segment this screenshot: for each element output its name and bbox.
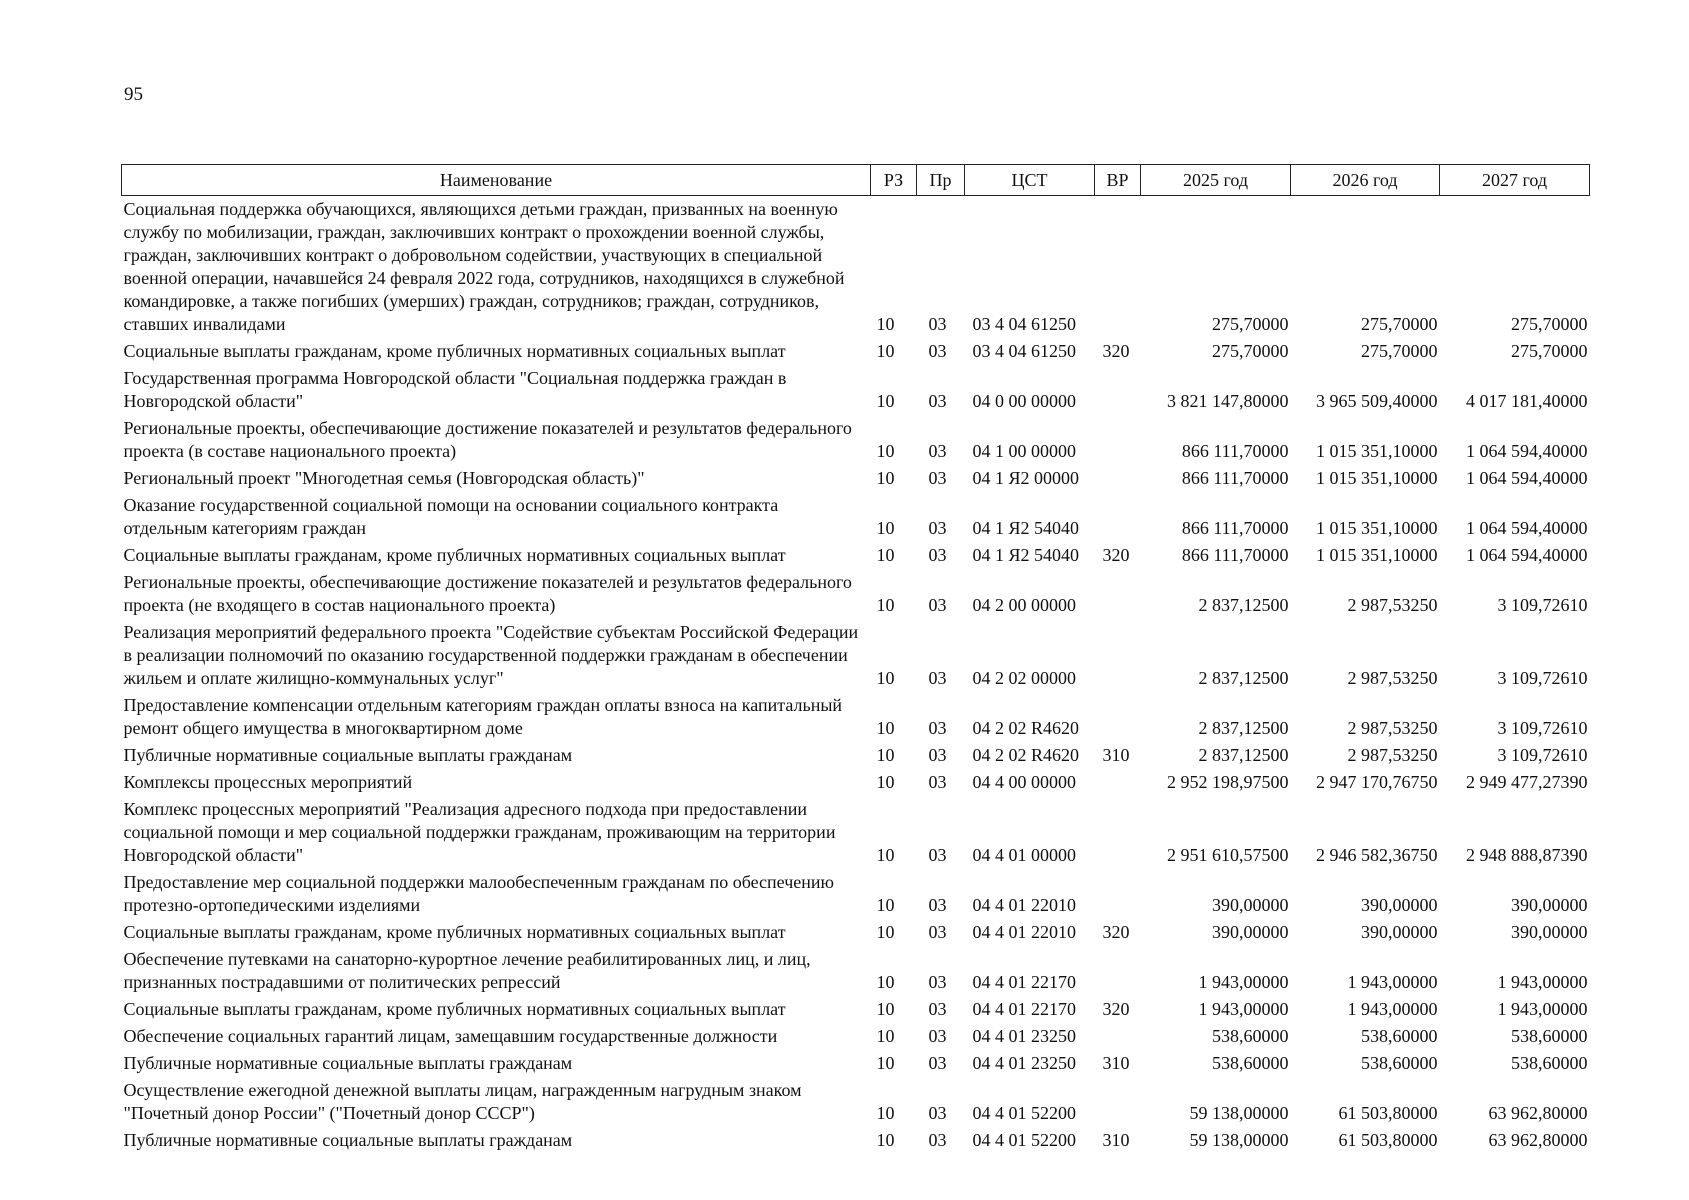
row-2026-value: 1 015 351,10000 bbox=[1316, 518, 1438, 538]
row-pr: 03 bbox=[928, 391, 947, 411]
row-cst: 04 1 00 00000 bbox=[972, 441, 1076, 461]
table-row bbox=[122, 946, 1590, 996]
row-pr: 03 bbox=[928, 1053, 947, 1073]
row-rz: 10 bbox=[876, 972, 895, 992]
row-2026-value: 275,70000 bbox=[1361, 341, 1438, 361]
row-2027-value: 538,60000 bbox=[1511, 1053, 1588, 1073]
row-rz: 10 bbox=[876, 668, 895, 688]
table-header-row bbox=[122, 165, 1590, 196]
header-rz: РЗ bbox=[871, 165, 917, 196]
table-row bbox=[122, 1077, 1590, 1127]
row-pr: 03 bbox=[928, 341, 947, 361]
row-cst: 04 4 00 00000 bbox=[972, 772, 1076, 792]
row-name: Осуществление ежегодной денежной выплаты лицам, награжденным нагрудным знаком "Почетный донор России" ("Почетный донор СССР") bbox=[123, 1080, 802, 1123]
row-2026-value: 1 015 351,10000 bbox=[1316, 468, 1438, 488]
row-2025-value: 866 111,70000 bbox=[1181, 545, 1289, 565]
row-name: Публичные нормативные социальные выплаты гражданам bbox=[123, 745, 573, 765]
row-2026-value: 1 015 351,10000 bbox=[1316, 441, 1438, 461]
row-name: Региональный проект "Многодетная семья (Новгородская область)" bbox=[123, 468, 645, 488]
row-2027-value: 3 109,72610 bbox=[1497, 745, 1588, 765]
row-2027-value: 275,70000 bbox=[1511, 314, 1588, 334]
row-2025-value: 866 111,70000 bbox=[1181, 518, 1289, 538]
row-2025-value: 866 111,70000 bbox=[1181, 441, 1289, 461]
row-cst: 04 4 01 22010 bbox=[972, 922, 1076, 942]
row-name: Социальная поддержка обучающихся, являющихся детьми граждан, призванных на военную службу по мобилизации, граждан, заключивших контракт о прохождении военной службы, граждан, заключивших контракт о добровольном содействии, участвующих в специальной военной операции, начавшейся 24 февраля 2022 года, сотрудников, находящихся в служебной командировке, а также погибших (умерших) граждан, сотрудников; граждан, сотрудников, ставших инвалидами bbox=[123, 199, 845, 334]
table-row bbox=[122, 1127, 1590, 1154]
row-pr: 03 bbox=[928, 518, 947, 538]
row-name: Публичные нормативные социальные выплаты гражданам bbox=[123, 1130, 573, 1150]
row-2026-value: 2 987,53250 bbox=[1347, 668, 1438, 688]
row-2026-value: 3 965 509,40000 bbox=[1316, 391, 1438, 411]
table-body bbox=[122, 196, 1590, 1155]
row-2026-value: 1 943,00000 bbox=[1347, 972, 1438, 992]
row-rz: 10 bbox=[876, 314, 895, 334]
row-2025-value: 59 138,00000 bbox=[1189, 1103, 1289, 1123]
row-2025-value: 2 951 610,57500 bbox=[1167, 845, 1289, 865]
row-vr: 310 bbox=[1102, 1053, 1130, 1073]
row-vr bbox=[1095, 796, 1141, 869]
header-name: Наименование bbox=[122, 165, 871, 196]
row-2027-value: 1 064 594,40000 bbox=[1466, 468, 1588, 488]
row-2026-value: 2 987,53250 bbox=[1347, 745, 1438, 765]
row-vr bbox=[1095, 619, 1141, 692]
row-rz: 10 bbox=[876, 1130, 895, 1150]
row-name: Региональные проекты, обеспечивающие достижение показателей и результатов федерального проекта (не входящего в состав национального проекта) bbox=[123, 572, 852, 615]
table-row bbox=[122, 692, 1590, 742]
row-2027-value: 1 943,00000 bbox=[1497, 999, 1588, 1019]
row-cst: 04 4 01 22010 bbox=[972, 895, 1076, 915]
row-2025-value: 2 837,12500 bbox=[1198, 668, 1289, 688]
row-rz: 10 bbox=[876, 518, 895, 538]
table-row bbox=[122, 569, 1590, 619]
table-row bbox=[122, 465, 1590, 492]
row-2027-value: 538,60000 bbox=[1511, 1026, 1588, 1046]
row-2027-value: 1 064 594,40000 bbox=[1466, 545, 1588, 565]
row-2027-value: 2 949 477,27390 bbox=[1466, 772, 1588, 792]
row-2025-value: 390,00000 bbox=[1212, 895, 1289, 915]
row-vr: 320 bbox=[1102, 545, 1130, 565]
budget-table bbox=[121, 164, 1590, 1154]
row-2027-value: 390,00000 bbox=[1511, 895, 1588, 915]
row-pr: 03 bbox=[928, 545, 947, 565]
row-pr: 03 bbox=[928, 1103, 947, 1123]
header-2025: 2025 год bbox=[1141, 165, 1291, 196]
row-pr: 03 bbox=[928, 595, 947, 615]
row-cst: 04 1 Я2 00000 bbox=[972, 468, 1080, 488]
table-row bbox=[122, 492, 1590, 542]
row-rz: 10 bbox=[876, 718, 895, 738]
row-2027-value: 275,70000 bbox=[1511, 341, 1588, 361]
row-2026-value: 538,60000 bbox=[1361, 1026, 1438, 1046]
row-vr bbox=[1095, 692, 1141, 742]
row-cst: 03 4 04 61250 bbox=[972, 341, 1076, 361]
row-name: Государственная программа Новгородской области "Социальная поддержка граждан в Новгородской области" bbox=[123, 368, 787, 411]
row-vr: 320 bbox=[1102, 999, 1130, 1019]
row-2026-value: 390,00000 bbox=[1361, 922, 1438, 942]
row-cst: 04 4 01 22170 bbox=[972, 999, 1076, 1019]
table-row bbox=[122, 742, 1590, 769]
table-row bbox=[122, 919, 1590, 946]
row-vr: 310 bbox=[1102, 1130, 1130, 1150]
row-cst: 04 2 02 R4620 bbox=[972, 718, 1080, 738]
row-rz: 10 bbox=[876, 468, 895, 488]
row-rz: 10 bbox=[876, 845, 895, 865]
row-2027-value: 63 962,80000 bbox=[1488, 1103, 1588, 1123]
row-pr: 03 bbox=[928, 314, 947, 334]
row-name: Социальные выплаты гражданам, кроме публичных нормативных социальных выплат bbox=[123, 545, 786, 565]
row-pr: 03 bbox=[928, 745, 947, 765]
row-cst: 04 2 02 R4620 bbox=[972, 745, 1080, 765]
page-number: 95 bbox=[124, 84, 143, 105]
row-cst: 04 4 01 52200 bbox=[972, 1130, 1076, 1150]
row-vr bbox=[1095, 415, 1141, 465]
row-2025-value: 1 943,00000 bbox=[1198, 972, 1289, 992]
row-rz: 10 bbox=[876, 1053, 895, 1073]
row-name: Оказание государственной социальной помощи на основании социального контракта отдельным категориям граждан bbox=[123, 495, 779, 538]
row-2025-value: 3 821 147,80000 bbox=[1167, 391, 1289, 411]
row-rz: 10 bbox=[876, 895, 895, 915]
header-vr: ВР bbox=[1095, 165, 1141, 196]
row-2027-value: 3 109,72610 bbox=[1497, 668, 1588, 688]
row-2026-value: 1 015 351,10000 bbox=[1316, 545, 1438, 565]
table-row bbox=[122, 365, 1590, 415]
header-pr: Пр bbox=[917, 165, 965, 196]
row-2025-value: 2 837,12500 bbox=[1198, 745, 1289, 765]
row-vr bbox=[1095, 196, 1141, 339]
row-pr: 03 bbox=[928, 972, 947, 992]
row-pr: 03 bbox=[928, 999, 947, 1019]
row-rz: 10 bbox=[876, 745, 895, 765]
row-pr: 03 bbox=[928, 441, 947, 461]
row-rz: 10 bbox=[876, 391, 895, 411]
row-name: Комплексы процессных мероприятий bbox=[123, 772, 413, 792]
table-row bbox=[122, 619, 1590, 692]
table-row bbox=[122, 338, 1590, 365]
row-2026-value: 2 946 582,36750 bbox=[1316, 845, 1438, 865]
row-2026-value: 1 943,00000 bbox=[1347, 999, 1438, 1019]
row-vr bbox=[1095, 365, 1141, 415]
row-2025-value: 538,60000 bbox=[1212, 1026, 1289, 1046]
row-vr bbox=[1095, 769, 1141, 796]
row-rz: 10 bbox=[876, 772, 895, 792]
table-row bbox=[122, 796, 1590, 869]
row-2027-value: 2 948 888,87390 bbox=[1466, 845, 1588, 865]
row-name: Предоставление компенсации отдельным категориям граждан оплаты взноса на капитальный ремонт общего имущества в многоквартирном доме bbox=[123, 695, 843, 738]
row-pr: 03 bbox=[928, 668, 947, 688]
row-2026-value: 61 503,80000 bbox=[1338, 1130, 1438, 1150]
row-2025-value: 866 111,70000 bbox=[1181, 468, 1289, 488]
row-rz: 10 bbox=[876, 1103, 895, 1123]
table-row bbox=[122, 1050, 1590, 1077]
row-2025-value: 59 138,00000 bbox=[1189, 1130, 1289, 1150]
row-name: Региональные проекты, обеспечивающие достижение показателей и результатов федерального проекта (в составе национального проекта) bbox=[123, 418, 852, 461]
row-cst: 04 4 01 00000 bbox=[972, 845, 1076, 865]
row-cst: 04 2 00 00000 bbox=[972, 595, 1076, 615]
row-vr bbox=[1095, 1023, 1141, 1050]
row-name: Комплекс процессных мероприятий "Реализация адресного подхода при предоставлении социальной помощи и мер социальной поддержки гражданам, проживающим на территории Новгородской области" bbox=[123, 799, 836, 865]
row-2026-value: 2 947 170,76750 bbox=[1316, 772, 1438, 792]
row-name: Реализация мероприятий федерального проекта "Содействие субъектам Российской Федерации в реализации полномочий по оказанию государственной поддержки гражданам в обеспечении жильем и оплате жилищно-коммунальных услуг" bbox=[123, 622, 859, 688]
row-2026-value: 2 987,53250 bbox=[1347, 718, 1438, 738]
row-name: Обеспечение путевками на санаторно-курортное лечение реабилитированных лиц, и лиц, признанных пострадавшими от политических репрессий bbox=[123, 949, 811, 992]
row-2026-value: 2 987,53250 bbox=[1347, 595, 1438, 615]
row-cst: 04 1 Я2 54040 bbox=[972, 545, 1080, 565]
row-pr: 03 bbox=[928, 1026, 947, 1046]
row-cst: 03 4 04 61250 bbox=[972, 314, 1076, 334]
row-rz: 10 bbox=[876, 341, 895, 361]
row-2027-value: 1 943,00000 bbox=[1497, 972, 1588, 992]
row-pr: 03 bbox=[928, 922, 947, 942]
row-2026-value: 61 503,80000 bbox=[1338, 1103, 1438, 1123]
row-rz: 10 bbox=[876, 922, 895, 942]
row-rz: 10 bbox=[876, 1026, 895, 1046]
table-row bbox=[122, 996, 1590, 1023]
table-row bbox=[122, 196, 1590, 339]
row-cst: 04 0 00 00000 bbox=[972, 391, 1076, 411]
row-2027-value: 3 109,72610 bbox=[1497, 718, 1588, 738]
table-row bbox=[122, 869, 1590, 919]
row-pr: 03 bbox=[928, 845, 947, 865]
row-name: Публичные нормативные социальные выплаты гражданам bbox=[123, 1053, 573, 1073]
row-pr: 03 bbox=[928, 895, 947, 915]
row-pr: 03 bbox=[928, 1130, 947, 1150]
row-2025-value: 2 837,12500 bbox=[1198, 718, 1289, 738]
row-vr bbox=[1095, 1077, 1141, 1127]
row-name: Социальные выплаты гражданам, кроме публичных нормативных социальных выплат bbox=[123, 999, 786, 1019]
row-2025-value: 1 943,00000 bbox=[1198, 999, 1289, 1019]
table-row bbox=[122, 542, 1590, 569]
row-vr bbox=[1095, 492, 1141, 542]
row-2027-value: 4 017 181,40000 bbox=[1466, 391, 1588, 411]
row-cst: 04 2 02 00000 bbox=[972, 668, 1076, 688]
row-cst: 04 1 Я2 54040 bbox=[972, 518, 1080, 538]
row-vr bbox=[1095, 569, 1141, 619]
row-name: Социальные выплаты гражданам, кроме публичных нормативных социальных выплат bbox=[123, 341, 786, 361]
row-pr: 03 bbox=[928, 772, 947, 792]
row-vr: 320 bbox=[1102, 341, 1130, 361]
row-2025-value: 275,70000 bbox=[1212, 341, 1289, 361]
row-rz: 10 bbox=[876, 441, 895, 461]
table-row bbox=[122, 769, 1590, 796]
row-cst: 04 4 01 23250 bbox=[972, 1026, 1076, 1046]
row-vr: 310 bbox=[1102, 745, 1130, 765]
row-cst: 04 4 01 52200 bbox=[972, 1103, 1076, 1123]
row-2026-value: 538,60000 bbox=[1361, 1053, 1438, 1073]
row-pr: 03 bbox=[928, 718, 947, 738]
row-2027-value: 3 109,72610 bbox=[1497, 595, 1588, 615]
row-vr: 320 bbox=[1102, 922, 1130, 942]
table-row bbox=[122, 415, 1590, 465]
row-name: Обеспечение социальных гарантий лицам, замещавшим государственные должности bbox=[123, 1026, 778, 1046]
row-2026-value: 390,00000 bbox=[1361, 895, 1438, 915]
row-2025-value: 538,60000 bbox=[1212, 1053, 1289, 1073]
row-pr: 03 bbox=[928, 468, 947, 488]
row-vr bbox=[1095, 465, 1141, 492]
row-2027-value: 63 962,80000 bbox=[1488, 1130, 1588, 1150]
row-vr bbox=[1095, 869, 1141, 919]
header-2026: 2026 год bbox=[1291, 165, 1440, 196]
row-vr bbox=[1095, 946, 1141, 996]
row-2025-value: 390,00000 bbox=[1212, 922, 1289, 942]
row-cst: 04 4 01 23250 bbox=[972, 1053, 1076, 1073]
row-name: Предоставление мер социальной поддержки малообеспеченным гражданам по обеспечению протезно-ортопедическими изделиями bbox=[123, 872, 834, 915]
row-2026-value: 275,70000 bbox=[1361, 314, 1438, 334]
row-2025-value: 2 952 198,97500 bbox=[1167, 772, 1289, 792]
header-2027: 2027 год bbox=[1440, 165, 1590, 196]
row-2027-value: 1 064 594,40000 bbox=[1466, 518, 1588, 538]
row-cst: 04 4 01 22170 bbox=[972, 972, 1076, 992]
row-2027-value: 1 064 594,40000 bbox=[1466, 441, 1588, 461]
row-rz: 10 bbox=[876, 999, 895, 1019]
row-name: Социальные выплаты гражданам, кроме публичных нормативных социальных выплат bbox=[123, 922, 786, 942]
row-rz: 10 bbox=[876, 595, 895, 615]
row-2027-value: 390,00000 bbox=[1511, 922, 1588, 942]
table-row bbox=[122, 1023, 1590, 1050]
row-rz: 10 bbox=[876, 545, 895, 565]
row-2025-value: 2 837,12500 bbox=[1198, 595, 1289, 615]
row-2025-value: 275,70000 bbox=[1212, 314, 1289, 334]
header-cst: ЦСТ bbox=[965, 165, 1095, 196]
